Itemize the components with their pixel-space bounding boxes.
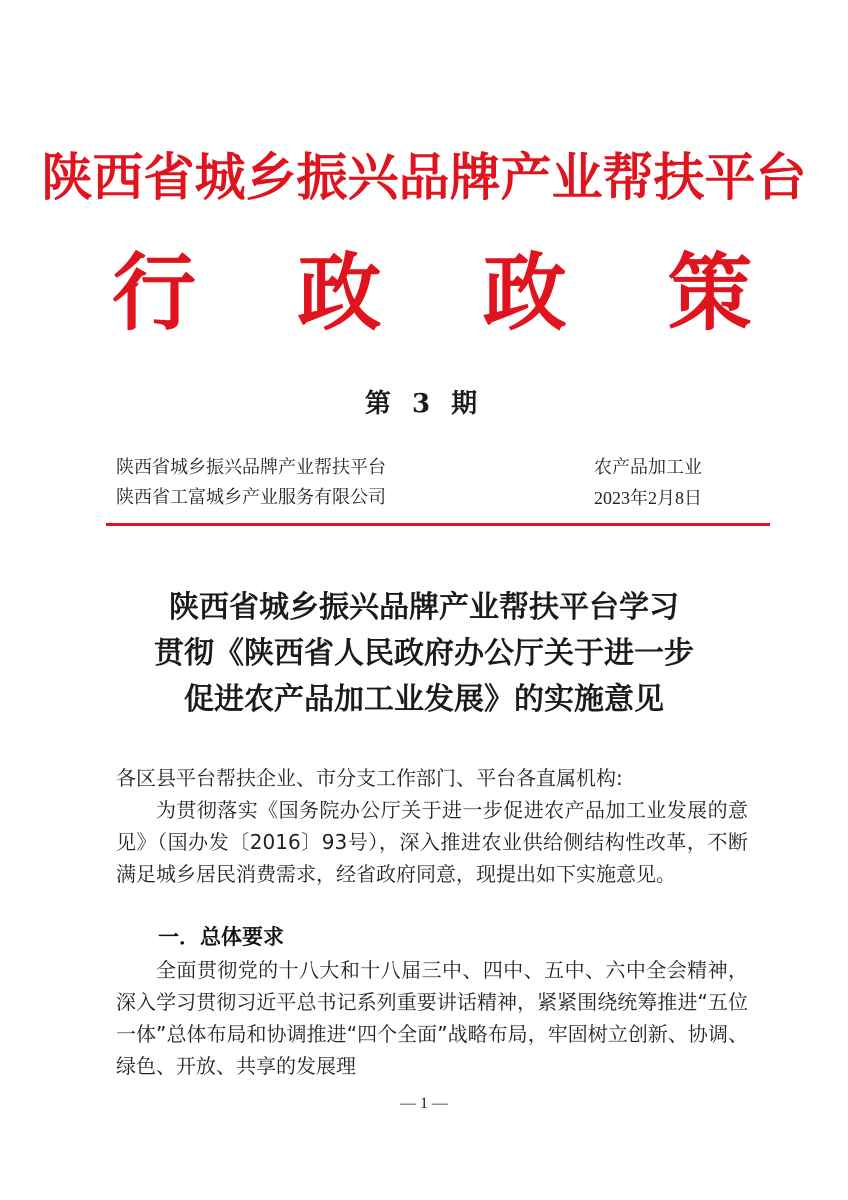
meta-row-1 [116, 453, 726, 483]
category-label: 农产品加工业 [594, 457, 702, 478]
salutation: 各区县平台帮扶企业、市分支工作部门、平台各直属机构: [116, 766, 623, 790]
title-line: 促进农产品加工业发展》的实施意见 [184, 682, 664, 717]
body-paragraph: 全面贯彻党的十八大和十八届三中、四中、五中、六中全会精神，深入学习贯彻习近平总书记系列重要讲话精神，紧紧围绕统筹推进“五位一体”总体布局和协调推进“四个全面”战略布局，牢固树立创新、协调、绿色、开放、共享的发展理 [116, 958, 748, 1078]
title-line: 贯彻《陕西省人民政府办公厅关于进一步 [154, 636, 694, 671]
red-divider [106, 523, 770, 526]
document-title [0, 585, 848, 723]
meta-row-2 [116, 483, 726, 513]
issue-number: 第 3 期 [364, 389, 484, 419]
masthead-org-name: 陕西省城乡振兴品牌产业帮扶平台 [41, 149, 807, 208]
intro-paragraph: 为贯彻落实《国务院办公厅关于进一步促进农产品加工业发展的意见》（国办发〔2016〕93号），深入推进农业供给侧结构性改革，不断满足城乡居民消费需求，经省政府同意，现提出如下实施意见。 [116, 798, 748, 886]
masthead-char: 行 [112, 244, 197, 342]
issue-date: 2023年2月8日 [594, 488, 702, 508]
page-number: — 1 — [400, 1095, 448, 1112]
masthead-char: 策 [667, 244, 752, 342]
masthead-char: 政 [482, 244, 567, 342]
masthead-char: 政 [297, 244, 382, 342]
title-line: 陕西省城乡振兴品牌产业帮扶平台学习 [169, 590, 679, 625]
issuer-secondary: 陕西省工富城乡产业服务有限公司 [116, 487, 386, 508]
masthead-publication-name [112, 243, 752, 343]
issuer-primary: 陕西省城乡振兴品牌产业帮扶平台 [116, 457, 386, 478]
section-heading: 一．总体要求 [158, 925, 284, 949]
